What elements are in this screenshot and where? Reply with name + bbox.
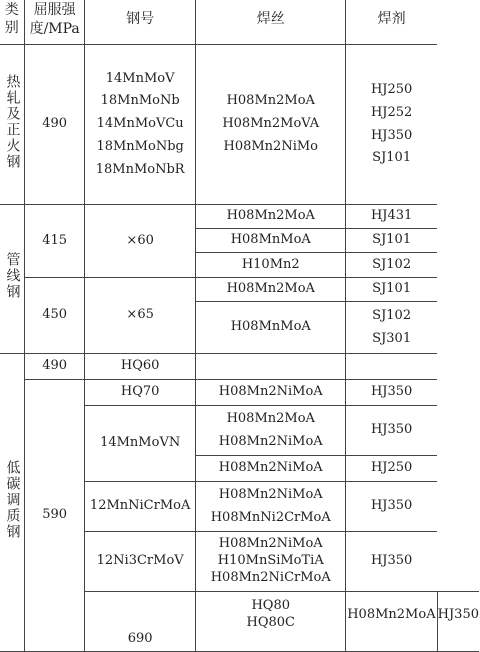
wire-cell: H08Mn2NiMoA bbox=[196, 456, 346, 482]
grade-cell: HQ70 bbox=[84, 380, 195, 406]
header-category: 类别 bbox=[0, 0, 25, 45]
table-row bbox=[0, 278, 479, 302]
flux-cell: SJ101 bbox=[346, 229, 437, 253]
header-flux: 焊剂 bbox=[346, 0, 437, 45]
wire-item: H08Mn2NiCrMoA bbox=[210, 569, 331, 585]
wire-item: H08Mn2NiMoA bbox=[218, 433, 323, 449]
grade-cell: 12MnNiCrMoA bbox=[84, 482, 195, 532]
wire-cell bbox=[196, 354, 346, 380]
yield-cell: 415 bbox=[25, 205, 85, 278]
flux-item: HJ350 bbox=[370, 127, 413, 143]
grade-cell: HQ60 bbox=[84, 354, 195, 380]
grade-cell: ×65 bbox=[84, 278, 195, 354]
flux-cell: SJ102 bbox=[346, 253, 437, 278]
flux-cell: HJ350 bbox=[346, 406, 437, 456]
wire-cell: H08Mn2NiMoA bbox=[196, 380, 346, 406]
flux-cell bbox=[346, 45, 437, 205]
yield-cell: 450 bbox=[25, 278, 85, 354]
flux-cell: HJ350 bbox=[437, 592, 479, 652]
flux-cell bbox=[346, 354, 437, 380]
grade-cell bbox=[84, 45, 195, 205]
flux-item: HJ250 bbox=[370, 82, 413, 97]
grade-item: 14MnMoVCu bbox=[96, 116, 184, 132]
flux-cell: HJ350 bbox=[346, 532, 437, 592]
flux-cell bbox=[346, 302, 437, 354]
flux-item: SJ101 bbox=[372, 150, 412, 166]
grade-cell: 12Ni3CrMoV bbox=[84, 532, 195, 592]
wire-cell: H08MnMoA bbox=[196, 229, 346, 253]
flux-item: SJ301 bbox=[372, 330, 412, 346]
flux-cell: HJ350 bbox=[346, 482, 437, 532]
wire-cell: H08Mn2MoA bbox=[196, 205, 346, 229]
flux-cell: HJ350 bbox=[346, 380, 437, 406]
header-yield-strength: 屈服强度/MPa bbox=[25, 0, 85, 45]
header-row bbox=[0, 0, 479, 45]
grade-item: 18MnMoNbR bbox=[95, 161, 185, 177]
header-steel-grade: 钢号 bbox=[84, 0, 195, 45]
grade-item: HQ80 bbox=[251, 598, 291, 613]
wire-item: H08Mn2NiMo bbox=[223, 138, 318, 154]
wire-item: H08Mn2MoA bbox=[226, 410, 315, 426]
grade-item: 18MnMoNb bbox=[100, 93, 180, 109]
grade-item: 14MnMoV bbox=[105, 70, 175, 86]
category-quenched-tempered bbox=[0, 354, 25, 652]
wire-cell: H10Mn2 bbox=[196, 253, 346, 278]
yield-cell: 490 bbox=[25, 45, 85, 205]
wire-cell: H08Mn2MoA bbox=[196, 278, 346, 302]
table-row bbox=[0, 45, 479, 205]
grade-cell: 14MnMoVN bbox=[84, 406, 195, 482]
grade-item: HQ80C bbox=[246, 614, 295, 630]
wire-item: H08MnNi2CrMoA bbox=[210, 509, 331, 525]
flux-item: SJ102 bbox=[372, 307, 412, 323]
grade-cell bbox=[196, 592, 346, 652]
yield-cell: 490 bbox=[25, 354, 85, 380]
wire-cell bbox=[196, 45, 346, 205]
category-label: 热轧及正火钢 bbox=[4, 73, 21, 170]
category-pipeline bbox=[0, 205, 25, 354]
flux-item: HJ252 bbox=[370, 104, 413, 120]
wire-cell bbox=[196, 482, 346, 532]
wire-cell bbox=[196, 532, 346, 592]
flux-cell: HJ250 bbox=[346, 456, 437, 482]
wire-cell: H08MnMoA bbox=[196, 302, 346, 354]
table-row bbox=[0, 354, 479, 380]
grade-cell: ×60 bbox=[84, 205, 195, 278]
flux-cell: HJ431 bbox=[346, 205, 437, 229]
wire-item: H08Mn2NiMoA bbox=[218, 486, 323, 502]
grade-item: 18MnMoNbg bbox=[96, 138, 184, 154]
wire-item: H08Mn2MoA bbox=[226, 93, 315, 109]
category-hot-rolled bbox=[0, 45, 25, 205]
wire-cell bbox=[196, 406, 346, 456]
wire-item: H10MnSiMoTiA bbox=[217, 553, 324, 569]
yield-cell: 690 bbox=[84, 592, 195, 652]
flux-cell: SJ101 bbox=[346, 278, 437, 302]
category-label: 管线钢 bbox=[4, 252, 21, 301]
header-welding-wire: 焊丝 bbox=[196, 0, 346, 45]
table-row bbox=[0, 380, 479, 406]
wire-item: H08Mn2NiMoA bbox=[218, 536, 323, 552]
wire-cell: H08Mn2MoA bbox=[346, 592, 437, 652]
category-label: 低碳调质钢 bbox=[4, 459, 21, 540]
yield-cell: 590 bbox=[25, 380, 85, 652]
table-row bbox=[0, 205, 479, 229]
wire-item: H08Mn2MoVA bbox=[222, 116, 320, 132]
